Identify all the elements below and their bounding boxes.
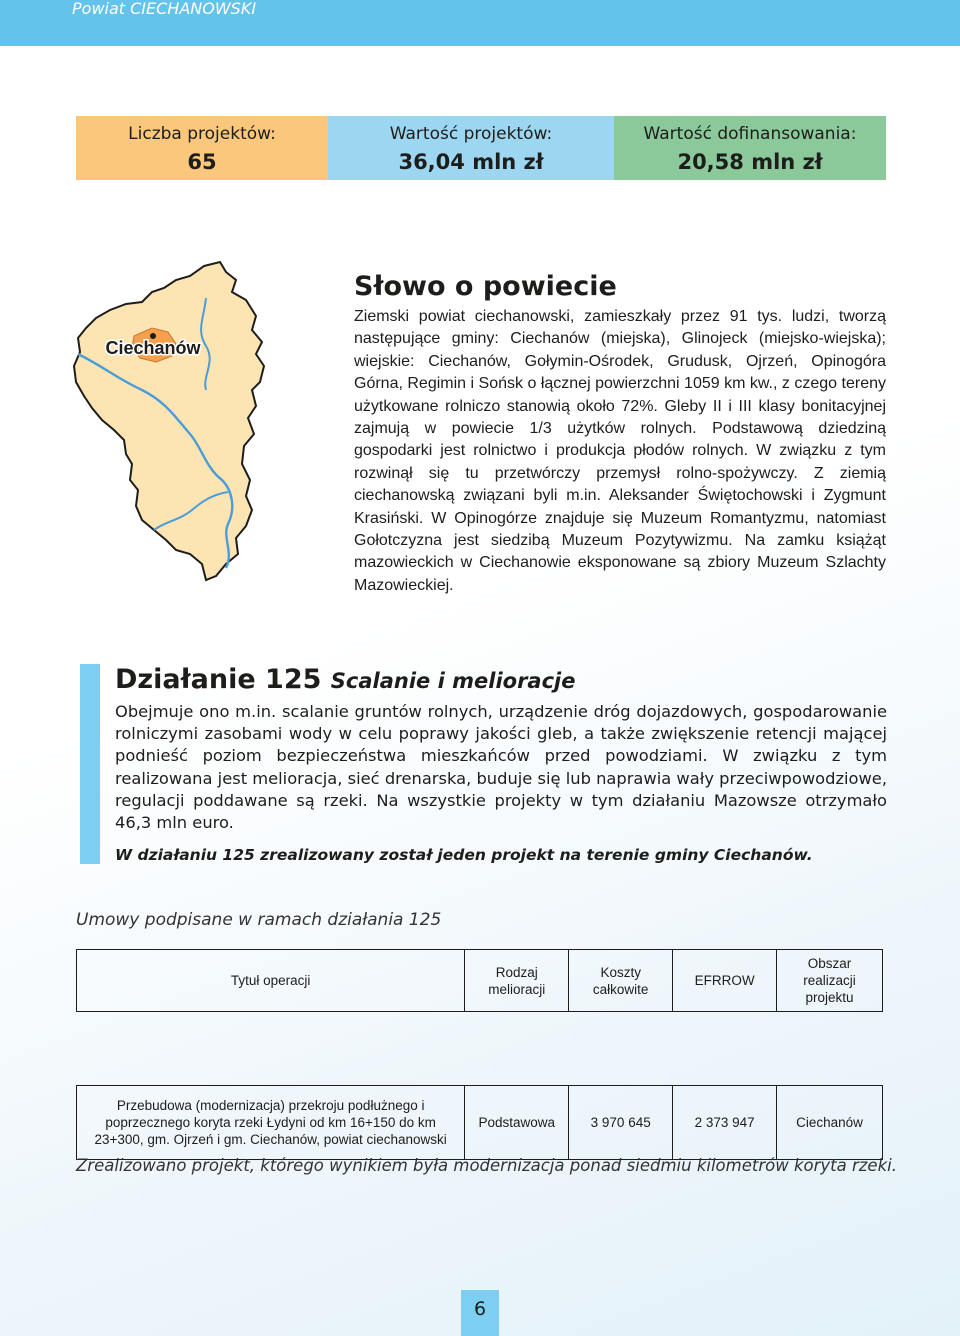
stat-label: Wartość dofinansowania: [643,124,857,144]
stat-project-count [76,116,328,180]
stat-value: 36,04 mln zł [398,150,544,174]
stat-project-value [328,116,614,180]
measure-125-section [115,662,887,865]
county-text: Ziemski powiat ciechanowski, zamieszkały przez 91 tys. ludzi, tworzą następujące gminy: Ciechanów (miejska), Glinojeck (miejsko-wiejska); wiejskie: Ciechanów, Gołymin-Ośrodek, Grudusk, Ojrzeń, Opinogóra Górna, Regimin i Sońsk o łącznej powierzchni 1059 km kw., z czego tereny użytkowane rolniczo stanowią około 72%. Gleby II i III klasy bonitacyjnej zajmują w powiecie 1/3 użytków rolnych. Podstawową dziedziną gospodarki jest rolnictwo i produkcja płodów rolnych. W związku z tym rozwinął się tu przetwórczy przemysł rolno-spożywczy. Z ziemią ciechanowską związani byli m.in. Aleksander Świętochowski i Zygmunt Krasiński. W Opinogórze znajduje się Muzeum Romantyzmu, natomiast Gołotczyzna jest siedzibą Muzeum Pozytywizmu. Na zamku książąt mazowieckich w Ciechanowie eksponowane są zbiory Muzeum Szlachty Mazowieckiej. [354,308,886,594]
table-spacer [77,1012,883,1086]
county-description [354,270,886,597]
stats-row [76,116,886,180]
table-header-row [77,950,883,1012]
table-cell: Ciechanów [777,1086,883,1160]
stat-value: 20,58 mln zł [677,150,823,174]
column-header: Tytuł operacji [77,950,465,1012]
column-header: Koszty całkowite [569,950,673,1012]
column-header: Rodzaj melioracji [465,950,569,1012]
table-caption: Umowy podpisane w ramach działania 125 [76,910,442,930]
county-outline [74,262,264,580]
stat-cofinancing-value [614,116,886,180]
page-number: 6 [461,1290,499,1336]
county-map [56,258,276,588]
measure-number: Działanie 125 [115,664,322,695]
section-accent-bar [80,664,100,864]
city-label: Ciechanów [105,338,201,358]
stat-label: Wartość projektów: [389,124,553,144]
table-cell: Przebudowa (modernizacja) przekroju podłużnego i poprzecznego koryta rzeki Łydyni od km 16+150 do km 23+300, gm. Ojrzeń i gm. Ciechanów, powiat ciechanowski [77,1086,465,1160]
table-cell: 3 970 645 [569,1086,673,1160]
header-bar [0,0,960,46]
measure-subtitle: Scalanie i melioracje [330,669,576,693]
contracts-table [76,949,883,1160]
stat-label: Liczba projektów: [128,124,276,144]
measure-note: W działaniu 125 zrealizowany został jeden projekt na terenie gminy Ciechanów. [115,846,813,865]
table-row [77,1086,883,1160]
column-header: Obszar realizacji projektu [777,950,883,1012]
table-cell: Podstawowa [465,1086,569,1160]
summary-text: Zrealizowano projekt, którego wynikiem była modernizacja ponad siedmiu kilometrów koryta rzeki. [76,1156,897,1175]
measure-text: Obejmuje ono m.in. scalanie gruntów rolnych, urządzenie dróg dojazdowych, gospodarowanie rolniczymi zasobami wody w celu poprawy jakości gleb, a także zwiększenie retencji mającej podnieść poziom bezpieczeństwa mieszkańców przed powodziami. W związku z tym realizowana jest melioracja, sieć drenarska, buduje się lub naprawia wały przeciwpowodziowe, regulacji poddawane są rzeki. Na wszystkie projekty w tym działaniu Mazowsze otrzymało 46,3 mln euro. [115,702,887,833]
table-cell: 2 373 947 [673,1086,777,1160]
measure-heading [115,662,887,699]
header-title: Powiat CIECHANOWSKI [72,0,257,18]
section-heading: Słowo o powiecie [354,271,617,302]
column-header: EFRROW [673,950,777,1012]
stat-value: 65 [187,150,217,174]
